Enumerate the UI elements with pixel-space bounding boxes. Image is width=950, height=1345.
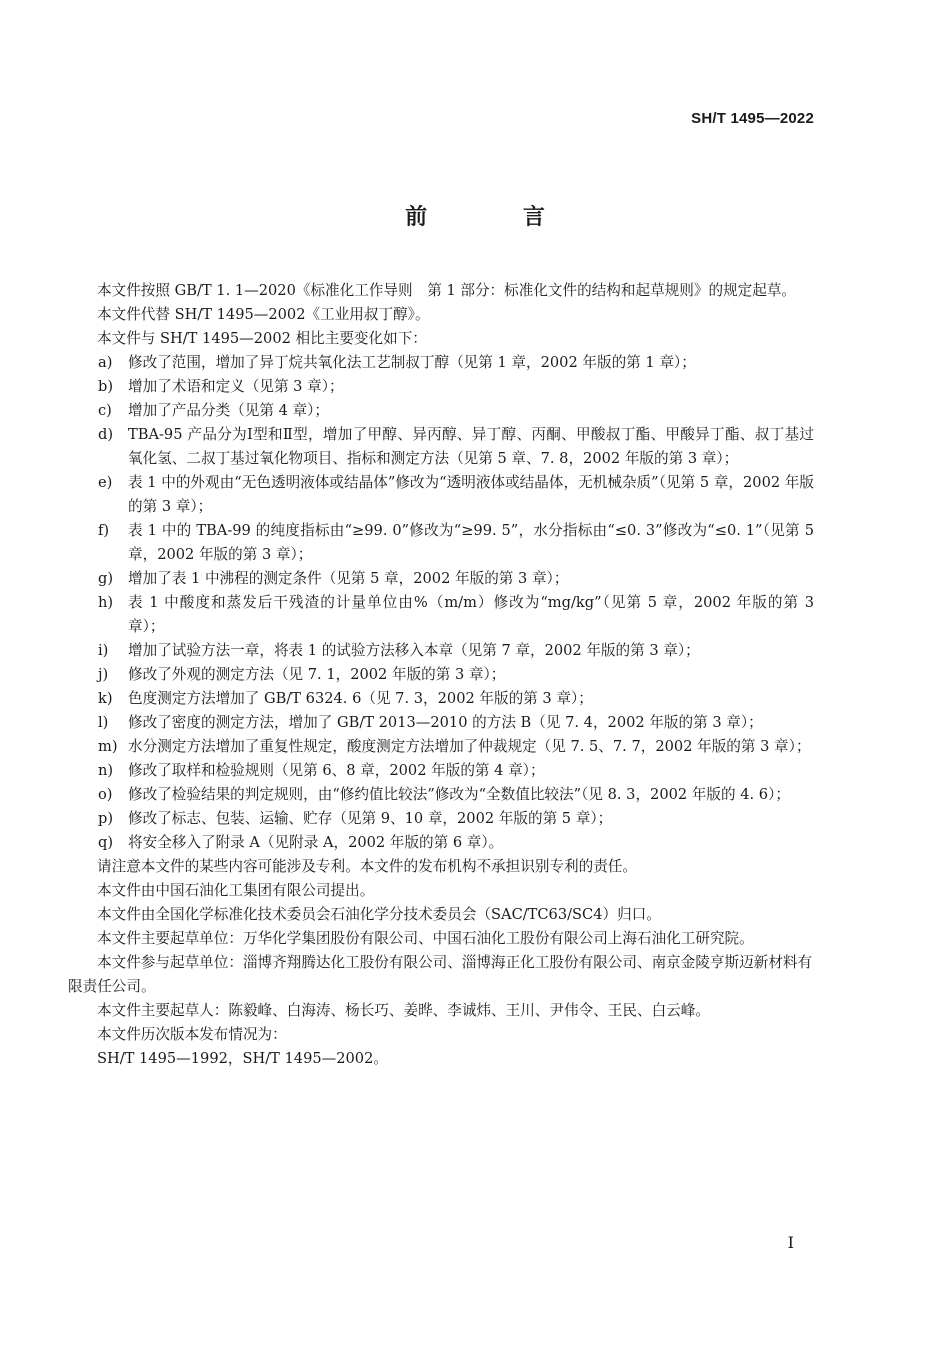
list-item: [68, 663, 814, 687]
item-label: q): [98, 834, 114, 851]
item-text: 增加了产品分类（见第 4 章）；: [128, 402, 329, 419]
outro-paragraph: 请注意本文件的某些内容可能涉及专利。本文件的发布机构不承担识别专利的责任。: [97, 858, 637, 875]
item-label: k): [98, 690, 113, 707]
item-label: b): [98, 378, 114, 395]
outro-paragraph: 本文件主要起草单位：万华化学集团股份有限公司、中国石油化工股份有限公司上海石油化工研究院。: [97, 930, 754, 947]
item-text: 修改了密度的测定方法，增加了 GB/T 2013—2010 的方法 B（见 7. 4，2002 年版的第 3 章）；: [128, 714, 763, 731]
list-item: [68, 399, 814, 423]
item-label: i): [98, 642, 109, 659]
item-text: 表 1 中酸度和蒸发后干残渣的计量单位由%（m/m）修改为“mg/kg”（见第 5 章，2002 年版的第 3 章）；: [128, 594, 814, 635]
document-code: SH/T 1495—2022: [691, 110, 814, 127]
version-history: SH/T 1495—1992，SH/T 1495—2002。: [97, 1050, 388, 1067]
page-number: I: [787, 1233, 794, 1252]
page-title: 前 言: [405, 205, 589, 230]
list-item: [68, 423, 814, 471]
list-item: [68, 639, 814, 663]
item-text: 修改了范围，增加了异丁烷共氧化法工艺制叔丁醇（见第 1 章，2002 年版的第 1 章）；: [128, 354, 696, 371]
item-text: 修改了取样和检验规则（见第 6、8 章，2002 年版的第 4 章）；: [128, 762, 545, 779]
list-item: [68, 591, 814, 639]
list-item: [68, 687, 814, 711]
outro-paragraph: 本文件由中国石油化工集团有限公司提出。: [97, 882, 375, 899]
list-item: [68, 351, 814, 375]
item-text: 增加了试验方法一章，将表 1 的试验方法移入本章（见第 7 章，2002 年版的第 3 章）；: [128, 642, 700, 659]
list-item: [68, 759, 814, 783]
item-label: p): [98, 810, 114, 827]
changes-list: [68, 351, 814, 855]
outro-paragraph: 本文件主要起草人：陈毅峰、白海涛、杨长巧、姜晔、李诚炜、王川、尹伟令、王民、白云峰。: [97, 1002, 710, 1019]
item-label: h): [98, 594, 114, 611]
item-label: d): [98, 426, 114, 443]
item-text: 表 1 中的外观由“无色透明液体或结晶体”修改为“透明液体或结晶体，无机械杂质”（见第 5 章，2002 年版的第 3 章）；: [128, 474, 814, 515]
list-item: [68, 735, 814, 759]
list-item: [68, 711, 814, 735]
item-text: 表 1 中的 TBA-99 的纯度指标由“≥99. 0”修改为“≥99. 5”，水分指标由“≤0. 3”修改为“≤0. 1”（见第 5 章，2002 年版的第 3 章）；: [128, 522, 814, 563]
item-text: 修改了标志、包装、运输、贮存（见第 9、10 章，2002 年版的第 5 章）；: [128, 810, 613, 827]
list-item: [68, 567, 814, 591]
item-text: 水分测定方法增加了重复性规定，酸度测定方法增加了仲裁规定（见 7. 5、7. 7，2002 年版的第 3 章）；: [128, 738, 811, 755]
item-text: 将安全移入了附录 A（见附录 A，2002 年版的第 6 章）。: [128, 834, 504, 851]
outro-paragraph: 本文件参与起草单位：淄博齐翔腾达化工股份有限公司、淄博海正化工股份有限公司、南京金陵亨斯迈新材料有限责任公司。: [68, 954, 813, 995]
outro-paragraph: 本文件历次版本发布情况为：: [97, 1026, 287, 1043]
item-label: g): [98, 570, 114, 587]
intro-paragraph: 本文件代替 SH/T 1495—2002《工业用叔丁醇》。: [97, 306, 430, 323]
item-text: 修改了检验结果的判定规则，由“修约值比较法”修改为“全数值比较法”（见 8. 3，2002 年版的 4. 6）；: [128, 786, 790, 803]
item-label: e): [98, 474, 113, 491]
item-text: 增加了表 1 中沸程的测定条件（见第 5 章，2002 年版的第 3 章）；: [128, 570, 569, 587]
intro-paragraph: 本文件按照 GB/T 1. 1—2020《标准化工作导则 第 1 部分：标准化文件的结构和起草规则》的规定起草。: [97, 282, 797, 299]
item-text: 色度测定方法增加了 GB/T 6324. 6（见 7. 3，2002 年版的第 3 章）；: [128, 690, 593, 707]
list-item: [68, 375, 814, 399]
list-item: [68, 471, 814, 519]
outro-paragraph: 本文件由全国化学标准化技术委员会石油化学分技术委员会（SAC/TC63/SC4）归口。: [97, 906, 661, 923]
item-text: 增加了术语和定义（见第 3 章）；: [128, 378, 344, 395]
item-label: f): [98, 522, 110, 539]
list-item: [68, 807, 814, 831]
intro-paragraph: 本文件与 SH/T 1495—2002 相比主要变化如下：: [97, 330, 427, 347]
item-label: o): [98, 786, 113, 803]
item-label: l): [98, 714, 109, 731]
list-item: [68, 831, 814, 855]
item-label: m): [98, 738, 118, 755]
list-item: [68, 783, 814, 807]
foreword-body: [68, 279, 814, 1071]
item-label: c): [98, 402, 112, 419]
list-item: [68, 519, 814, 567]
item-text: TBA-95 产品分为Ⅰ型和Ⅱ型，增加了甲醇、异丙醇、异丁醇、丙酮、甲酸叔丁酯、甲酸异丁酯、叔丁基过氧化氢、二叔丁基过氧化物项目、指标和测定方法（见第 5 章、7. 8，2002 年版的第 3 章）；: [128, 426, 814, 467]
item-label: n): [98, 762, 114, 779]
item-text: 修改了外观的测定方法（见 7. 1，2002 年版的第 3 章）；: [128, 666, 506, 683]
item-label: j): [98, 666, 109, 683]
item-label: a): [98, 354, 113, 371]
